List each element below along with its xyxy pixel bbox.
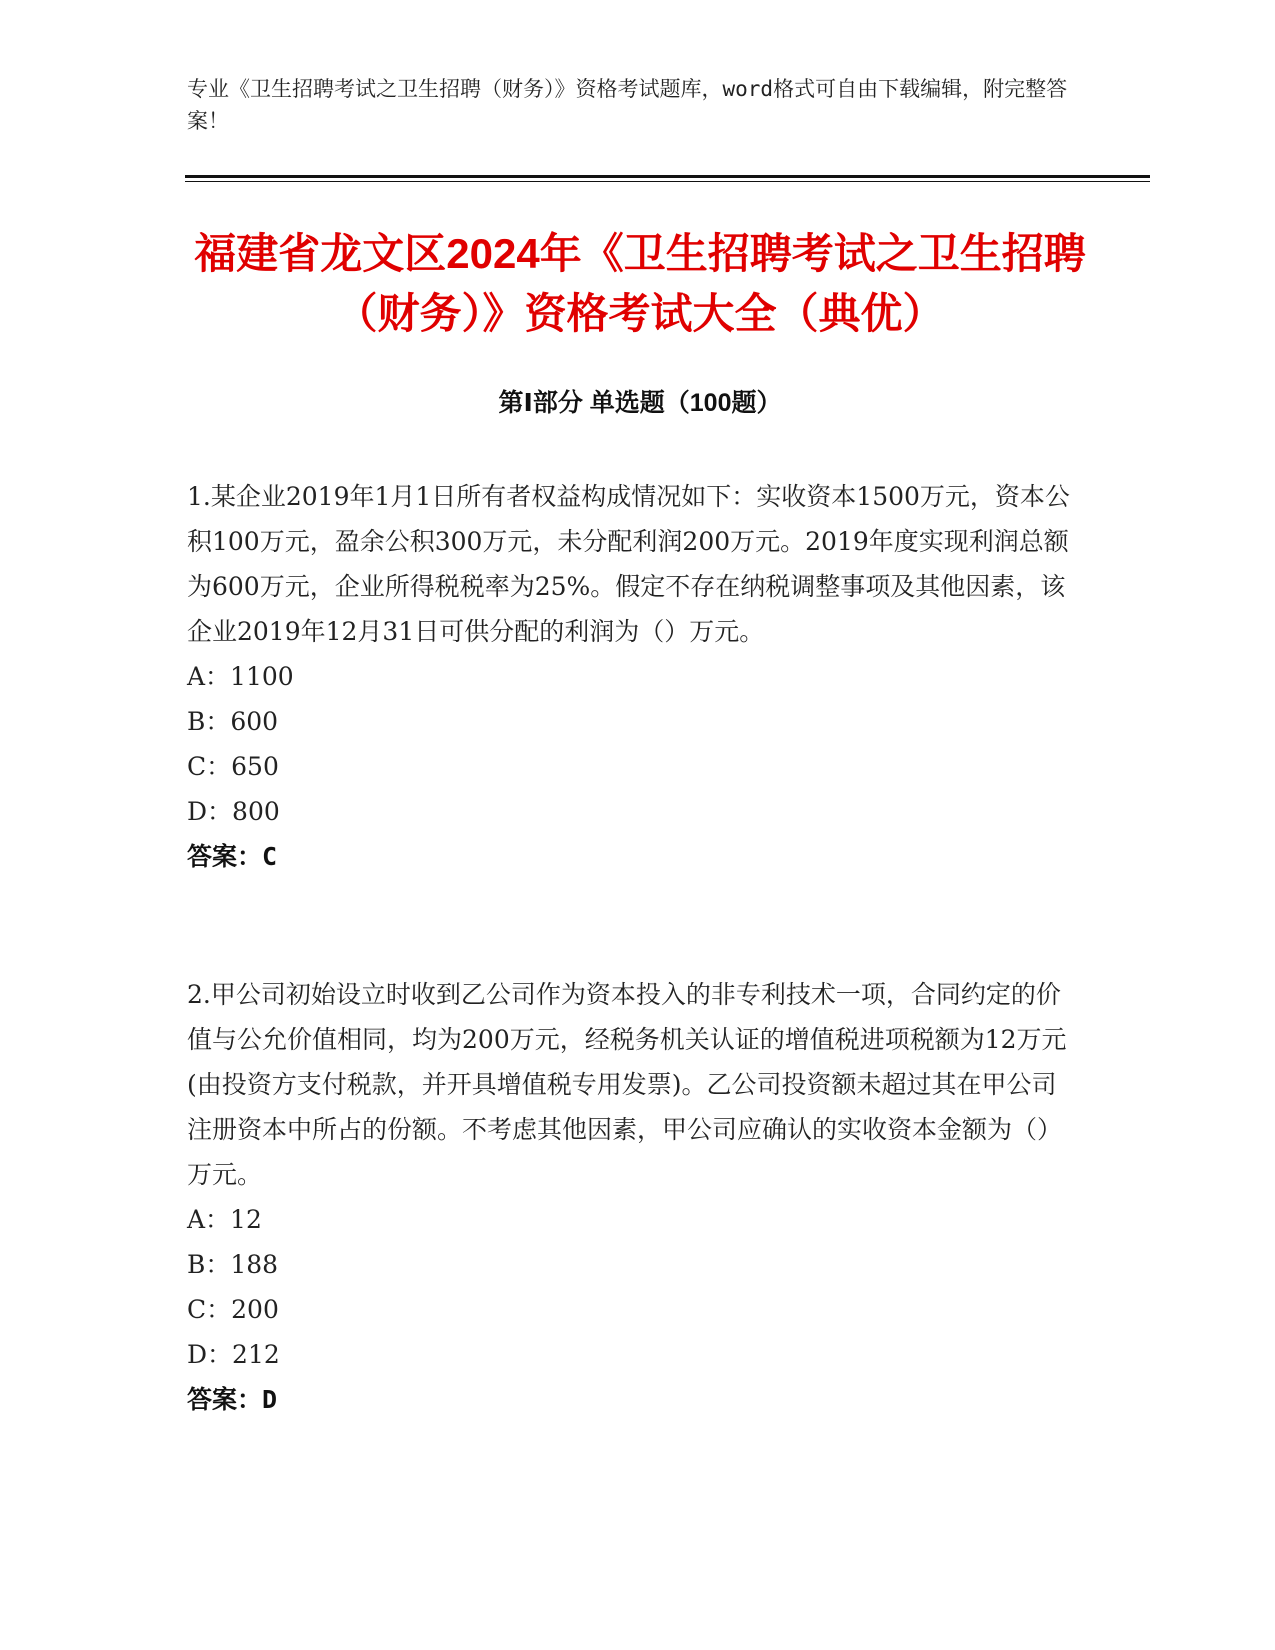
document-title: 福建省龙文区2024年《卫生招聘考试之卫生招聘（财务）》资格考试大全（典优）	[194, 230, 1086, 337]
question-2	[187, 972, 1077, 1422]
header-divider-thin	[185, 181, 1150, 182]
option-a: A：1100	[187, 662, 294, 691]
question-stem: 2.甲公司初始设立时收到乙公司作为资本投入的非专利技术一项，合同约定的价值与公允价值相同，均为200万元，经税务机关认证的增值税进项税额为12万元(由投资方支付税款，并开具增值税专用发票)。乙公司投资额未超过其在甲公司注册资本中所占的份额。不考虑其他因素，甲公司应确认的实收资本金额为（）万元。	[187, 980, 1067, 1189]
option-c: C：200	[187, 1295, 279, 1324]
question-1	[187, 474, 1077, 879]
answer: 答案：C	[187, 842, 278, 871]
option-d: D：212	[187, 1340, 280, 1369]
section-heading: 第Ⅰ部分 单选题（100题）	[498, 389, 782, 417]
option-d: D：800	[187, 797, 280, 826]
question-stem: 1.某企业2019年1月1日所有者权益构成情况如下：实收资本1500万元，资本公积100万元，盈余公积300万元，未分配利润200万元。2019年度实现利润总额为600万元，企业所得税税率为25%。假定不存在纳税调整事项及其他因素，该企业2019年12月31日可供分配的利润为（）万元。	[187, 482, 1070, 646]
option-a: A：12	[187, 1205, 262, 1234]
answer: 答案：D	[187, 1385, 278, 1414]
option-b: B：188	[187, 1250, 279, 1279]
header-divider-thick	[185, 175, 1150, 178]
header-note: 专业《卫生招聘考试之卫生招聘（财务）》资格考试题库，word格式可自由下载编辑，附完整答案！	[187, 77, 1068, 133]
option-c: C：650	[187, 752, 279, 781]
option-b: B：600	[187, 707, 279, 736]
